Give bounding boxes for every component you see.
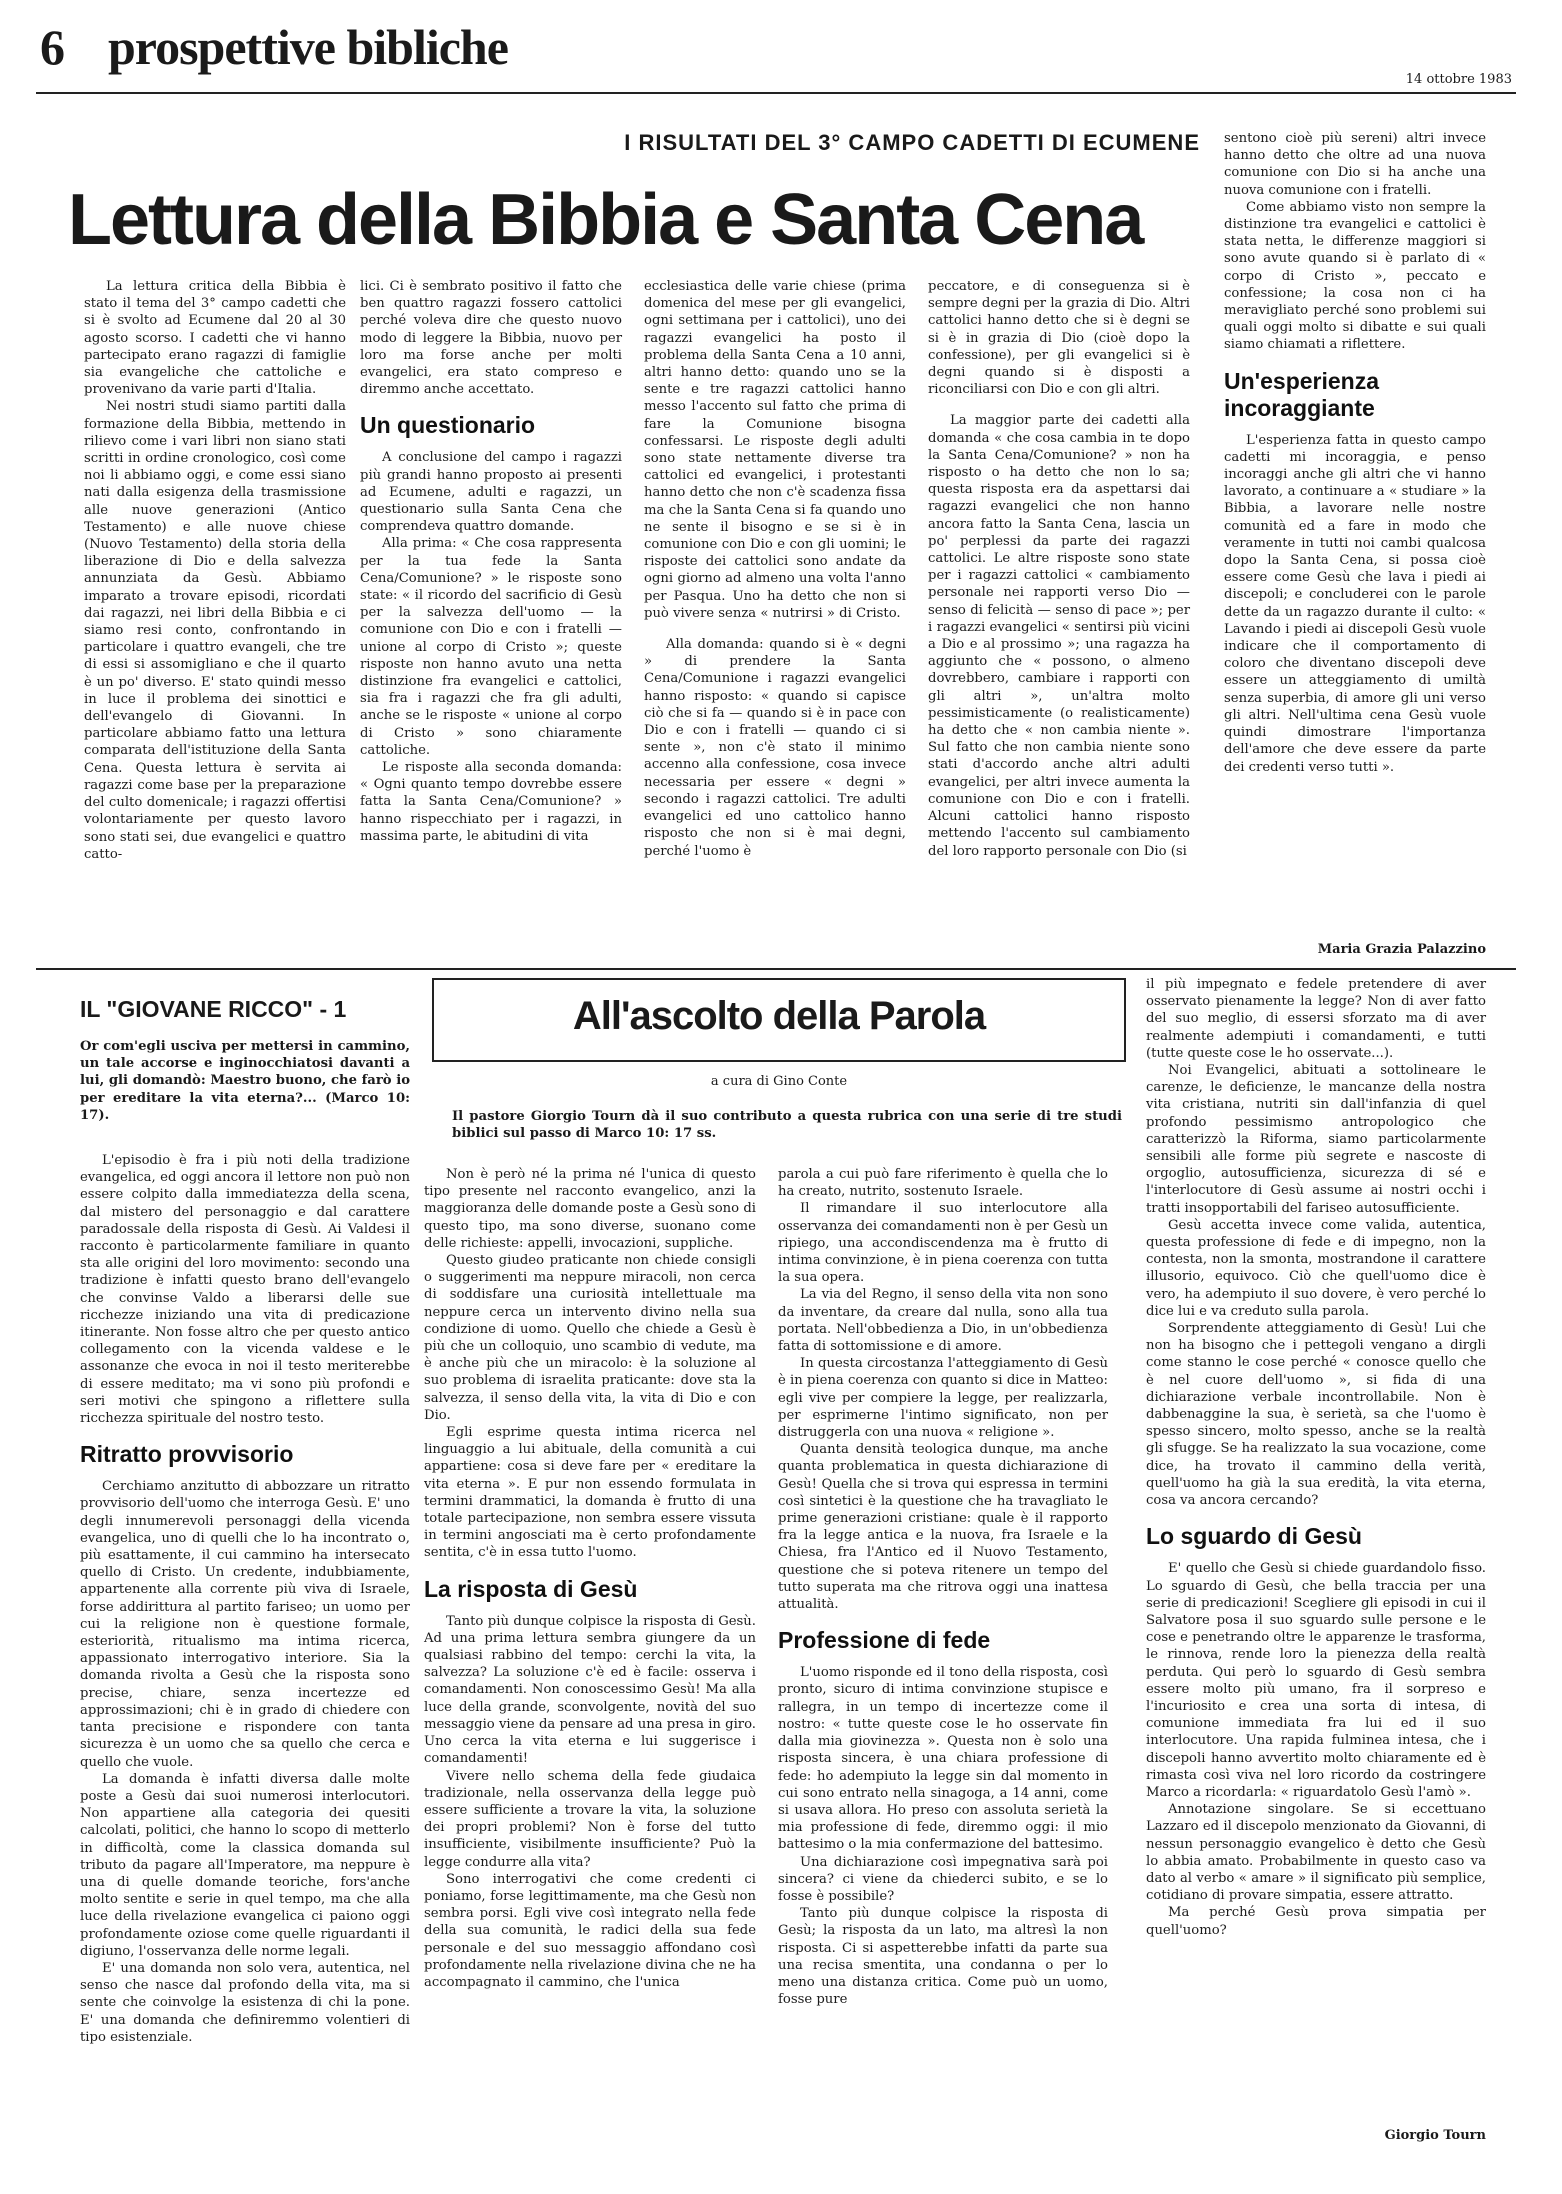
paragraph: E' una domanda non solo vera, autentica, nel senso che nasce dal profondo della vita, ma si sente che coinvolge la esistenza di chi la pone. E' una domanda che definiremmo volentieri di tipo esistenziale. [80, 1960, 410, 2045]
paragraph: Alla domanda: quando si è « degni » di prendere la Santa Cena/Comunione i ragazzi evangelici hanno risposto: « quando si capisce ciò che si fa — quando si è in pace con Dio e con i fratelli — quando ci si sente », non c'è stato il minimo accenno alla confessione, cosa invece necessaria per essere « degni » secondo i ragazzi cattolici. Tre adulti evangelici ed uno cattolico hanno risposto che non si è mai degni, perché l'uomo è [644, 637, 906, 859]
article2-column-1 [80, 1152, 410, 2046]
series-title: IL "GIOVANE RICCO" - 1 [80, 996, 347, 1022]
section-divider [36, 968, 1516, 970]
article-kicker: I RISULTATI DEL 3° CAMPO CADETTI DI ECUMENE [624, 130, 1200, 155]
subheading-risposta: La risposta di Gesù [424, 1575, 638, 1602]
page-number: 6 [40, 19, 65, 75]
article2-column-3 [778, 1166, 1108, 2008]
section-title: prospettive bibliche [108, 19, 508, 75]
author-signature: Maria Grazia Palazzino [1317, 942, 1486, 957]
paragraph: lici. Ci è sembrato positivo il fatto che ben quattro ragazzi fossero cattolici perché voleva dire che questo nuovo modo di leggere la Bibbia, nuovo per loro ma forse anche per molti evangelici, era stato compreso e diremmo anche accettato. [360, 279, 622, 398]
paragraph: il più impegnato e fedele pretendere di aver osservato pienamente la legge? Non di aver fatto del suo meglio, di essersi sforzato ma di aver realmente adempiuti i comandamenti, e tutti (tutte queste cose le ho osservate...). [1146, 977, 1486, 1061]
paragraph: Cerchiamo anzitutto di abbozzare un ritratto provvisorio dell'uomo che interroga Gesù. E' uno degli innumerevoli personaggi della vicenda evangelica, uno di quelli che lo ha incontrato o, più esattamente, il cui cammino ha intersecato quello di Cristo. Un credente, indubbiamente, appartenente alla corrente più viva di Israele, forse addirittura al partito fariseo; un uomo per cui la religione non è questione formale, esteriorità, ritualismo ma intima ricerca, appassionato interrogativo interiore. Sia la domanda rivolta a Gesù che la risposta sono precise, chiare, senza incertezze ed approssimazioni; chi è in grado di chiedere con tanta precisione e rispondere con tanta sicurezza è un uomo che sa quello che cerca e quello che vuole. [80, 1479, 410, 1770]
article-headline: Lettura della Bibbia e Santa Cena [68, 180, 1143, 260]
paragraph: Il rimandare il suo interlocutore alla osservanza dei comandamenti non è per Gesù un ripiego, una accondiscendenza ma è frutto di intima convinzione, è in piena coerenza con tutta la sua opera. [778, 1201, 1108, 1286]
paragraph: La via del Regno, il senso della vita non sono da inventare, da creare dal nulla, sono alla tua portata. Nell'obbedienza a Dio, in un'obbedienza fatta di sottomissione e di amore. [778, 1287, 1108, 1355]
subheading-professione: Professione di fede [778, 1627, 991, 1654]
paragraph: L'uomo risponde ed il tono della risposta, così pronto, sicuro di intima convinzione stupisce e rallegra, in un tempo di incertezze come il nostro: « tutte queste cose le ho osservate fin dalla mia giovinezza ». Questa non è solo una risposta sincera, è una chiara professione di fede: ho adempiuto la legge sin dal momento in cui sono entrato nella sinagoga, a 14 anni, come si usava allora. Ho preso con assoluta serietà la mia professione di fede, diremmo oggi: il mio battesimo o la mia confermazione del battesimo. [778, 1665, 1109, 1853]
paragraph: Noi Evangelici, abituati a sottolineare le carenze, le deficienze, le mancanze della nostra vita cristiana, nutriti sin dall'infanzia di quel profondo pessimismo antropologico che caratterizzò la Riforma, siamo particolarmente sensibili alle forme più segrete e nascoste di orgoglio, autosufficienza, sicurezza di sé e l'interlocutore di Gesù assume ai nostri occhi i tratti insopportabili del fariseo autosufficiente. [1146, 1063, 1486, 1216]
article2-column-4 [1146, 976, 1486, 1939]
article1-column-1 [84, 278, 346, 863]
curated-by: a cura di Gino Conte [710, 1074, 848, 1089]
article1-column-5 [1224, 130, 1486, 776]
paragraph: Sorprendente atteggiamento di Gesù! Lui che non ha bisogno che i pettegoli vengano a dirgli come stanno le cose perché « conosce quello che è nel cuore dell'uomo », si fida di una dichiarazione verbale incontrollabile. Non è dabbenaggine la sua, è serietà, sa che l'uomo è spesso sincero, molto spesso, anche se la realtà gli sfugge. Se ha realizzato la sua vocazione, come dice, ha trovato il cammino della verità, quell'uomo ha già la sua eredità, la vita eterna, cosa va ancora cercando? [1146, 1321, 1486, 1509]
paragraph: Tanto più dunque colpisce la risposta di Gesù; la risposta da un lato, ma altresì la non risposta. Ci si aspetterebbe infatti da parte sua una recisa smentita, una condanna o per lo meno una distanza critica. Come può un uomo, fosse pure [778, 1906, 1108, 2008]
subheading-questionario: Un questionario [360, 412, 536, 439]
paragraph: Alla prima: « Che cosa rappresenta per la tua fede la Santa Cena/Comunione? » le risposte sono state: « il ricordo del sacrificio di Gesù per la salvezza dell'uomo — la comunione con Dio e con i fratelli — unione al corpo di Cristo »; queste risposte non hanno avuto una netta distinzione fra evangelici e cattolici, sia fra i ragazzi che fra gli adulti, anche se le risposte « unione al corpo di Cristo » sono chiaramente cattoliche. [360, 536, 622, 758]
subheading-ritratto: Ritratto provvisorio [80, 1441, 294, 1468]
paragraph: Quanta densità teologica dunque, ma anche quanta problematica in questa dichiarazione di Gesù! Quella che si trova qui espressa in termini così sintetici è la questione che ha travagliato le prime generazioni cristiane: quale è il rapporto fra la legge antica e la nuova, fra Israele e la Chiesa, fra l'Antico ed il Nuovo Testamento, questione che si poteva ritenere un tempo del tutto superata ma che ritrova oggi una inattesa attualità. [778, 1442, 1108, 1613]
paragraph: L'episodio è fra i più noti della tradizione evangelica, ed oggi ancora il lettore non può non essere colpito dalla immediatezza della scena, dal mistero del personaggio e dal carattere paradossale della risposta di Gesù. Ai Valdesi il racconto è particolarmente familiare in quanto sta alle origini del loro movimento: secondo una tradizione è infatti questo brano dell'evangelo che convinse Valdo a liberarsi delle sue ricchezze iniziando una vita di predicazione itinerante. Non fosse altro che per questo antico collegamento con la vicenda valdese e le assonanze che evoca in noi il testo meriterebbe di essere meditato; ma vi sono più profondi e seri motivi che spingono a riflettere sulla ricchezza spirituale del nostro testo. [80, 1153, 410, 1427]
author-signature: Giorgio Tourn [1384, 2128, 1486, 2143]
paragraph: Vivere nello schema della fede giudaica tradizionale, nella osservanza della legge può essere sufficiente a trovare la vita, la soluzione dei propri problemi? Non è forse del tutto insufficiente, visibilmente insufficiente? Può la legge condurre alla vita? [424, 1768, 756, 1870]
paragraph: Le risposte alla seconda domanda: « Ogni quanto tempo dovrebbe essere fatta la Santa Cena/Comunione? » hanno rispecchiato per i ragazzi, in massima parte, le abitudini di vita [360, 760, 622, 844]
paragraph: A conclusione del campo i ragazzi più grandi hanno proposto ai presenti ad Ecumene, adulti e ragazzi, un questionario sulla Santa Cena che comprendeva quattro domande. [360, 450, 622, 535]
article1-column-3 [644, 278, 906, 860]
scripture-quote: Or com'egli usciva per mettersi in cammino, un tale accorse e inginocchiatosi davanti a lui, gli domandò: Maestro buono, che farò io per ereditare la vita eterna?... (Marco 10: 17). [80, 1039, 410, 1123]
subheading-esperienza: Un'esperienza incoraggiante [1224, 367, 1380, 421]
paragraph: peccatore, e di conseguenza si è sempre degni per la grazia di Dio. Altri cattolici hanno detto che si è degni se si è in grazia di Dio (cioè dopo la confessione), per gli evangelici si è degni quando si è disposti a riconciliarsi con Dio e con gli altri. [928, 279, 1190, 398]
paragraph: L'esperienza fatta in questo campo cadetti mi incoraggia, e penso incoraggi anche gli altri che vi hanno lavorato, a continuare a « studiare » la Bibbia, a lavorare nelle nostre comunità ed a fare in modo che veramente in tutti noi cambi qualcosa dopo la Santa Cena, si possa cioè essere come Gesù che lava i piedi ai discepoli; e concluderei con le parole dette da un ragazzo durante il culto: « Lavando i piedi ai discepoli Gesù vuole indicare che il comportamento di coloro che diventano discepoli deve essere un atteggiamento di umiltà senza superbia, di amore gli uni verso gli altri. Nell'ultima cena Gesù vuole quindi dimostrare l'importanza dell'amore che deve essere da parte dei credenti verso tutti ». [1224, 432, 1486, 775]
paragraph: Come abbiamo visto non sempre la distinzione tra evangelici e cattolici è stata netta, le differenze maggiori si sono avute quando si è parlato di « corpo di Cristo », peccato e confessione; la cosa non ci ha meravigliato perché sono problemi sui quali oggi molto si dibatte e sui quali siamo chiamati a riflettere. [1224, 199, 1486, 353]
rubric-box [432, 978, 1126, 1062]
paragraph: La maggior parte dei cadetti alla domanda « che cosa cambia in te dopo la Santa Cena/Comunione? » non ha risposto o ha detto che non lo sa; questa risposta era da aspettarsi dai ragazzi evangelici che non hanno ancora fatto la Santa Cena, lascia un po' perplessi da parte dei ragazzi cattolici. Le altre risposte sono state per i ragazzi cattolici « cambiamento personale nei rapporti verso Dio — senso di felicità — senso di pace »; per i ragazzi evangelici « sentirsi più vicini a Dio e al prossimo »; una ragazza ha aggiunto che « possono, o almeno dovrebbero, cambiare i rapporti con gli altri », un'altra molto pessimisticamente (o realisticamente) ha detto che « non cambia niente ». Sul fatto che non cambia niente sono stati d'accordo anche altri adulti evangelici, per altri invece aumenta la comunione con Dio e con i fratelli. Alcuni cattolici hanno risposto mettendo l'accento sul cambiamento del loro rapporto personale con Dio (si [928, 413, 1190, 859]
paragraph: parola a cui può fare riferimento è quella che lo ha creato, nutrito, sostenuto Israele. [778, 1167, 1108, 1200]
paragraph: Tanto più dunque colpisce la risposta di Gesù. Ad una prima lettura sembra giungere da un qualsiasi rabbino del tempo: cerchi la vita, la salvezza? La soluzione c'è ed è facile: osserva i comandamenti. Non conoscessimo Gesù! Ma alla luce della grande, sconvolgente, novità del suo messaggio viene da pensare ad una presa in giro. Uno cerca la vita eterna e lui suggerisce i comandamenti! [424, 1613, 756, 1767]
paragraph: Ma perché Gesù prova simpatia per quell'uomo? [1146, 1905, 1486, 1938]
paragraph: Sono interrogativi che come credenti ci poniamo, forse legittimamente, ma che Gesù non sembra porsi. Egli vive così integrato nella fede della sua comunità, le radici della sua fede personale e del suo messaggio affondano così profondamente nella rivelazione divina che ne ha accompagnato il cammino, che l'unica [424, 1871, 756, 1990]
paragraph: La lettura critica della Bibbia è stato il tema del 3° campo cadetti che si è svolto ad Ecumene dal 20 al 30 agosto scorso. I cadetti che vi hanno partecipato erano ragazzi di famiglie sia evangeliche che cattoliche e provenivano da varie parti d'Italia. [84, 279, 346, 398]
paragraph: E' quello che Gesù si chiede guardandolo fisso. Lo sguardo di Gesù, che bella traccia per una serie di predicazioni! Scegliere gli episodi in cui il Salvatore posa il suo sguardo sulle persone e le cose e penetrando oltre le apparenze le trasforma, le rinnova, rende loro la pienezza della realtà perduta. Qui però lo sguardo di Gesù sembra essere molto più umano, fra il sorpreso e l'incuriosito e crea una sorta di intesa, di comunione immediata fra lui ed il suo interlocutore. Una rapida fulminea intesa, che i discepoli hanno avvertito molto chiaramente ed è rimasta così viva nel loro ricordo da costringere Marco a ricordarla: « riguardatolo Gesù l'amò ». [1146, 1561, 1486, 1800]
paragraph: Una dichiarazione così impegnativa sarà poi sincera? ci viene da chiederci subito, e se lo fosse è possibile? [778, 1854, 1108, 1904]
paragraph: Nei nostri studi siamo partiti dalla formazione della Bibbia, mettendo in rilievo come i vari libri non siano stati scritti in ordine cronologico, così come noi li abbiamo oggi, e come essi siano nati dalla esigenza della trasmissione alle nuove generazioni (Antico Testamento) e alle nuove chiese (Nuovo Testamento) della storia della liberazione di Dio e della salvezza annunziata da Gesù. Abbiamo imparato a trovare episodi, ricordati dai ragazzi, nei libri della Bibbia e ci siamo resi conto, confrontando in particolare i quattro evangeli, che tre di essi si assomigliano e che il quarto è un po' diverso. E' stato quindi messo in luce il problema dei sinottici e dell'evangelo di Giovanni. In particolare abbiamo fatto una lettura comparata dell'istituzione della Santa Cena. Questa lettura è servita ai ragazzi come base per la preparazione del culto domenicale; i ragazzi offertisi volontariamente per questo lavoro sono stati sei, due evangelici e quattro catto- [84, 399, 346, 862]
paragraph: Non è però né la prima né l'unica di questo tipo presente nel racconto evangelico, anzi la maggioranza delle domande poste a Gesù sono di questo tipo, ma sono diverse, suonano come delle richieste: appelli, invocazioni, suppliche. [424, 1167, 756, 1251]
paragraph: Annotazione singolare. Se si eccettuano Lazzaro ed il discepolo menzionato da Giovanni, di nessun personaggio evangelico è detto che Gesù lo abbia amato. Probabilmente in questo caso va dato al verbo « amare » il significato più semplice, cotidiano di provare simpatia, essere attratto. [1146, 1802, 1486, 1904]
issue-date: 14 ottobre 1983 [1405, 72, 1512, 87]
subheading-sguardo: Lo sguardo di Gesù [1146, 1523, 1362, 1550]
rubric-intro: Il pastore Giorgio Tourn dà il suo contributo a questa rubrica con una serie di tre studi biblici sul passo di Marco 10: 17 ss. [452, 1109, 1122, 1142]
paragraph: Gesù accetta invece come valida, autentica, questa professione di fede e di impegno, non la contesta, non la smonta, mostrandone il carattere illusorio, equivoco. Ciò che quell'uomo dice è vero, ha adempiuto il suo dovere, è vero perché lo dice lui e va creduto sulla parola. [1146, 1217, 1486, 1319]
masthead-rule [36, 92, 1516, 94]
paragraph: sentono cioè più sereni) altri invece hanno detto che oltre ad una nuova comunione con Dio si ha anche una nuova comunione con i fratelli. [1224, 131, 1486, 198]
article2-column-2 [424, 1166, 756, 1991]
paragraph: In questa circostanza l'atteggiamento di Gesù è in piena coerenza con quanto si dice in Matteo: egli vive per compiere la legge, per realizzarla, per esprimerne l'intimo significato, non per distruggerla con una nuova « religione ». [778, 1356, 1108, 1441]
paragraph: La domanda è infatti diversa dalle molte poste a Gesù dai suoi numerosi interlocutori. Non appartiene alla categoria dei quesiti calcolati, politici, che hanno lo scopo di metterlo in difficoltà, come la classica domanda sul tributo da pagare all'Imperatore, ma neppure è una di quelle domande teoriche, fors'anche molto sentite e serie in quel tempo, ma che alla luce della rivelazione evangelica ci paiono oggi profondamente oziose come quelle riguardanti il digiuno, l'osservanza delle norme legali. [80, 1771, 410, 1959]
paragraph: ecclesiastica delle varie chiese (prima domenica del mese per gli evangelici, ogni settimana per i cattolici), uno dei ragazzi evangelici ha posto il problema della Santa Cena a 10 anni, altri hanno detto: quando uno se la sente e tre ragazzi cattolici hanno messo l'accento sul fatto che prima di fare la Comunione bisogna confessarsi. Le risposte degli adulti sono state nettamente diverse tra cattolici ed evangelici, i protestanti hanno detto che non c'è scadenza fissa ma che la Santa Cena si fa quando uno ne sente il bisogno e se si è in comunione con Dio e con gli uomini; le risposte dei cattolici sono andate da ogni giorno ad almeno una volta l'anno per Pasqua. Uno ha detto che non si può vivere senza « nutrirsi » di Cristo. [644, 279, 906, 621]
paragraph: Questo giudeo praticante non chiede consigli o suggerimenti ma neppure miracoli, non cerca di soddisfare una curiosità intellettuale ma neppure cerca un intervento divino nella sua condizione di uomo. Quello che chiede a Gesù è più che un colloquio, uno scambio di vedute, ma è anche più che un miracolo: è la soluzione al suo problema di israelita praticante: dove sta la salvezza, il senso della vita, la vita di Dio e con Dio. [424, 1253, 756, 1423]
article1-column-2 [360, 278, 622, 845]
article1-column-4 [928, 278, 1190, 860]
paragraph: Egli esprime questa intima ricerca nel linguaggio a lui abituale, della comunità a cui appartiene: cosa si deve fare per « ereditare la vita eterna ». E pur non essendo formulata in termini drammatici, la domanda è frutto di una totale partecipazione, non sembra essere vissuta in termini angosciati ma è certo profondamente sentita, c'è in essa tutto l'uomo. [424, 1425, 756, 1561]
rubric-title: All'ascolto della Parola [572, 994, 986, 1038]
